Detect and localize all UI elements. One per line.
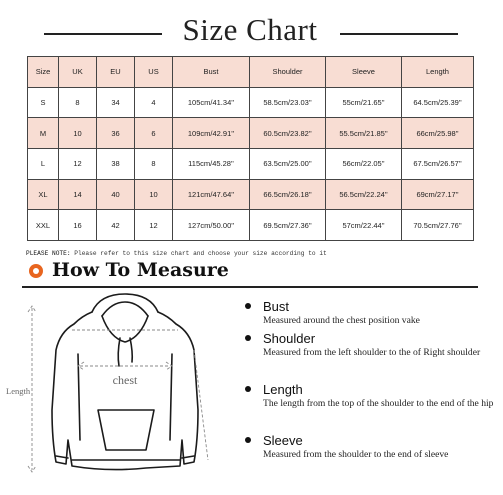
measure-desc: Measured around the chest position vake: [263, 315, 420, 326]
note-text: Please refer to this size chart and choose your size according to it: [70, 250, 327, 257]
table-cell: 127cm/50.00'': [173, 210, 250, 241]
measure-desc: Measured from the left shoulder to the of Right shoulder: [263, 347, 481, 358]
measure-desc: The length from the top of the shoulder to the end of the hip: [263, 398, 494, 409]
table-cell: 67.5cm/26.57'': [402, 148, 474, 179]
table-cell: 36: [97, 118, 135, 149]
table-row: [28, 210, 474, 241]
note-label: PLEASE NOTE:: [26, 250, 71, 257]
hoodie-illustration: [6, 290, 237, 490]
table-row: [28, 179, 474, 210]
table-header-cell: Length: [402, 57, 474, 88]
table-cell: XL: [28, 179, 59, 210]
table-cell: 57cm/22.44'': [326, 210, 402, 241]
table-cell: 12: [59, 148, 97, 179]
size-table: [27, 56, 474, 241]
table-cell: 40: [97, 179, 135, 210]
table-header-cell: Bust: [173, 57, 250, 88]
measure-title: Bust: [263, 299, 290, 314]
table-cell: XXL: [28, 210, 59, 241]
table-cell: 69.5cm/27.36'': [250, 210, 326, 241]
table-cell: 4: [135, 87, 173, 118]
table-cell: 14: [59, 179, 97, 210]
table-header-cell: UK: [59, 57, 97, 88]
table-header-cell: EU: [97, 57, 135, 88]
table-cell: 66cm/25.98'': [402, 118, 474, 149]
table-cell: 56.5cm/22.24'': [326, 179, 402, 210]
table-cell: 70.5cm/27.76'': [402, 210, 474, 241]
hoodie-diagram: [6, 290, 237, 490]
page-title: Size Chart: [182, 12, 318, 47]
table-cell: 34: [97, 87, 135, 118]
table-cell: 58.5cm/23.03'': [250, 87, 326, 118]
chest-label: chest: [112, 373, 138, 387]
measure-desc: Measured from the shoulder to the end of sleeve: [263, 449, 449, 460]
measure-title: Shoulder: [263, 331, 316, 346]
table-cell: 121cm/47.64'': [173, 179, 250, 210]
title-right-rule: [340, 33, 458, 35]
table-row: [28, 118, 474, 149]
table-cell: 55.5cm/21.85'': [326, 118, 402, 149]
table-cell: 10: [135, 179, 173, 210]
table-cell: 66.5cm/26.18'': [250, 179, 326, 210]
table-cell: 10: [59, 118, 97, 149]
bullet-icon: [245, 335, 251, 341]
table-header-cell: Shoulder: [250, 57, 326, 88]
table-cell: 109cm/42.91'': [173, 118, 250, 149]
table-header-cell: US: [135, 57, 173, 88]
target-icon: [29, 264, 43, 278]
table-cell: 42: [97, 210, 135, 241]
table-cell: 55cm/21.65'': [326, 87, 402, 118]
table-cell: 6: [135, 118, 173, 149]
size-note: [26, 250, 486, 257]
table-cell: 115cm/45.28'': [173, 148, 250, 179]
measure-title: Sleeve: [263, 433, 303, 448]
table-header-cell: Size: [28, 57, 59, 88]
table-cell: 12: [135, 210, 173, 241]
measure-title: Length: [263, 382, 303, 397]
table-row: [28, 148, 474, 179]
size-chart-header: [0, 0, 500, 54]
table-cell: 16: [59, 210, 97, 241]
table-header-row: [28, 57, 474, 88]
table-row: [28, 87, 474, 118]
table-cell: M: [28, 118, 59, 149]
table-cell: 8: [59, 87, 97, 118]
bullet-icon: [245, 386, 251, 392]
table-cell: S: [28, 87, 59, 118]
table-cell: 38: [97, 148, 135, 179]
length-label: Length: [6, 386, 31, 396]
how-to-measure-title: How To Measure: [52, 259, 229, 281]
bullet-icon: [245, 437, 251, 443]
table-cell: 8: [135, 148, 173, 179]
table-cell: 64.5cm/25.39'': [402, 87, 474, 118]
table-cell: L: [28, 148, 59, 179]
table-cell: 60.5cm/23.82'': [250, 118, 326, 149]
table-cell: 63.5cm/25.00'': [250, 148, 326, 179]
table-cell: 69cm/27.17'': [402, 179, 474, 210]
table-cell: 56cm/22.05'': [326, 148, 402, 179]
section-divider: [22, 286, 478, 288]
table-cell: 105cm/41.34'': [173, 87, 250, 118]
table-header-cell: Sleeve: [326, 57, 402, 88]
bullet-icon: [245, 303, 251, 309]
